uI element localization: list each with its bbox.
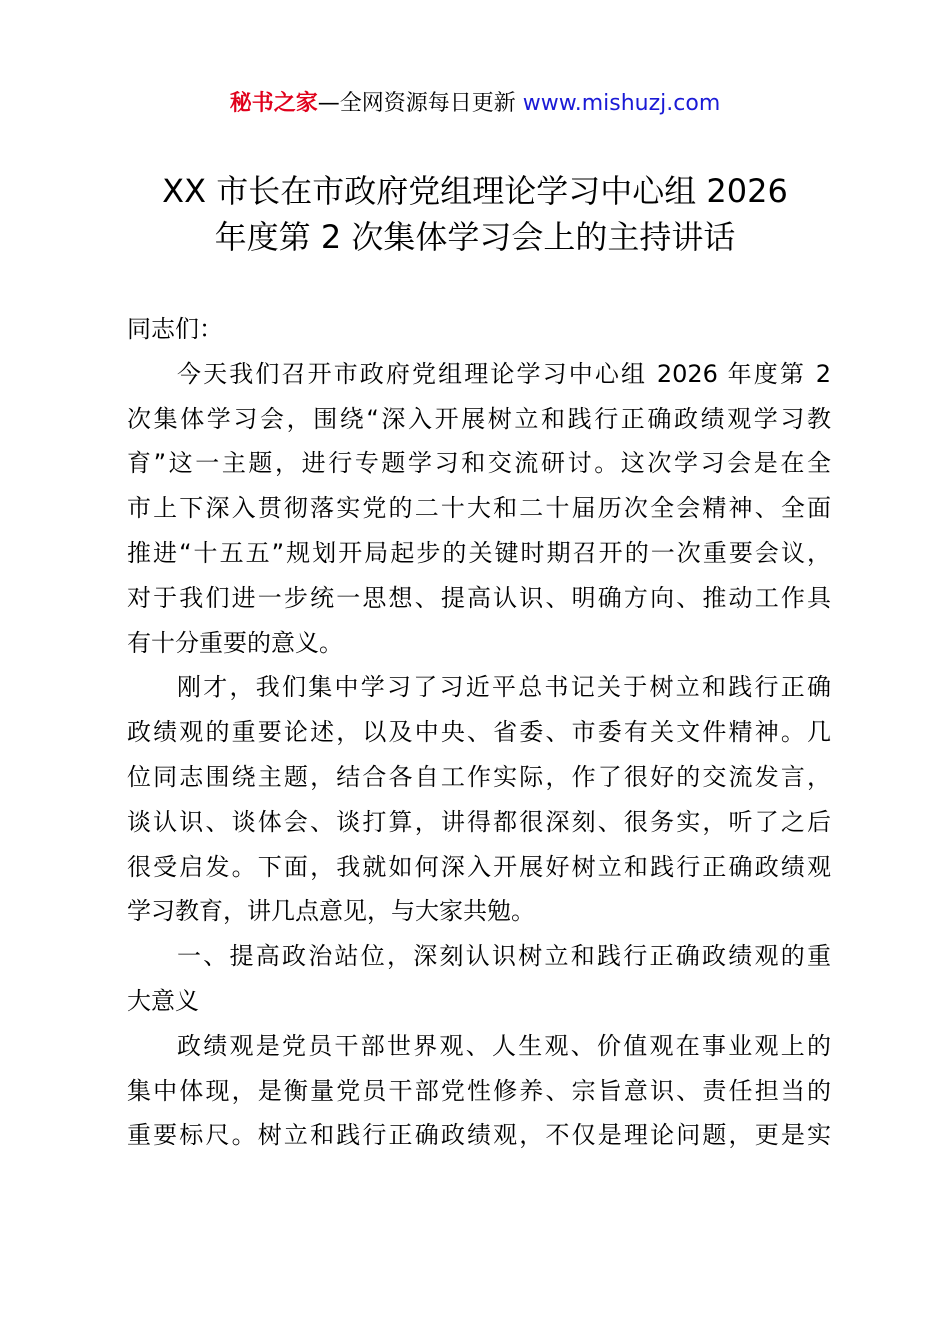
body-text-line: 集中体现，是衡量党员干部党性修养、宗旨意识、责任担当的 xyxy=(127,1076,831,1105)
body-text-line: 政绩观的重要论述，以及中央、省委、市委有关文件精神。几 xyxy=(127,718,831,747)
body-text-line: 有十分重要的意义。 xyxy=(127,628,343,657)
body-text-line: 位同志围绕主题，结合各自工作实际，作了很好的交流发言， xyxy=(127,762,831,791)
site-tagline: —全网资源每日更新 xyxy=(317,91,523,116)
body-text-line: 推进“十五五”规划开局起步的关键时期召开的一次重要会议， xyxy=(127,538,831,567)
body-text-line: 政绩观是党员干部世界观、人生观、价值观在事业观上的 xyxy=(177,1031,831,1060)
site-brand: 秘书之家 xyxy=(229,91,318,116)
body-text-line: 今天我们召开市政府党组理论学习中心组 2026 年度第 2 xyxy=(177,359,831,388)
body-text-line: 市上下深入贯彻落实党的二十大和二十届历次全会精神、全面 xyxy=(127,494,831,523)
body-text-line: 谈认识、谈体会、谈打算，讲得都很深刻、很务实，听了之后 xyxy=(127,807,831,836)
body-text-line: 大意义 xyxy=(127,986,199,1015)
body-text-line: 同志们： xyxy=(127,315,223,343)
document-title xyxy=(60,168,890,260)
site-header xyxy=(0,88,950,120)
body-text-line: 很受启发。下面，我就如何深入开展好树立和践行正确政绩观 xyxy=(127,852,831,881)
body-text-line: 重要标尺。树立和践行正确政绩观，不仅是理论问题，更是实 xyxy=(127,1121,831,1150)
title-line-1: XX 市长在市政府党组理论学习中心组 2026 xyxy=(162,172,788,210)
site-url-link[interactable]: www.mishuzj.com xyxy=(522,91,721,116)
document-body xyxy=(127,307,831,1158)
body-text-line: 对于我们进一步统一思想、提高认识、明确方向、推动工作具 xyxy=(127,583,831,612)
body-text-line: 刚才，我们集中学习了习近平总书记关于树立和践行正确 xyxy=(177,673,831,702)
body-text-line: 育”这一主题，进行专题学习和交流研讨。这次学习会是在全 xyxy=(127,449,831,478)
body-text-line: 学习教育，讲几点意见，与大家共勉。 xyxy=(127,897,535,926)
body-text-line: 一、提高政治站位，深刻认识树立和践行正确政绩观的重 xyxy=(177,942,831,971)
body-text-line: 次集体学习会，围绕“深入开展树立和践行正确政绩观学习教 xyxy=(127,404,831,433)
title-line-2: 年度第 2 次集体学习会上的主持讲话 xyxy=(214,218,736,256)
